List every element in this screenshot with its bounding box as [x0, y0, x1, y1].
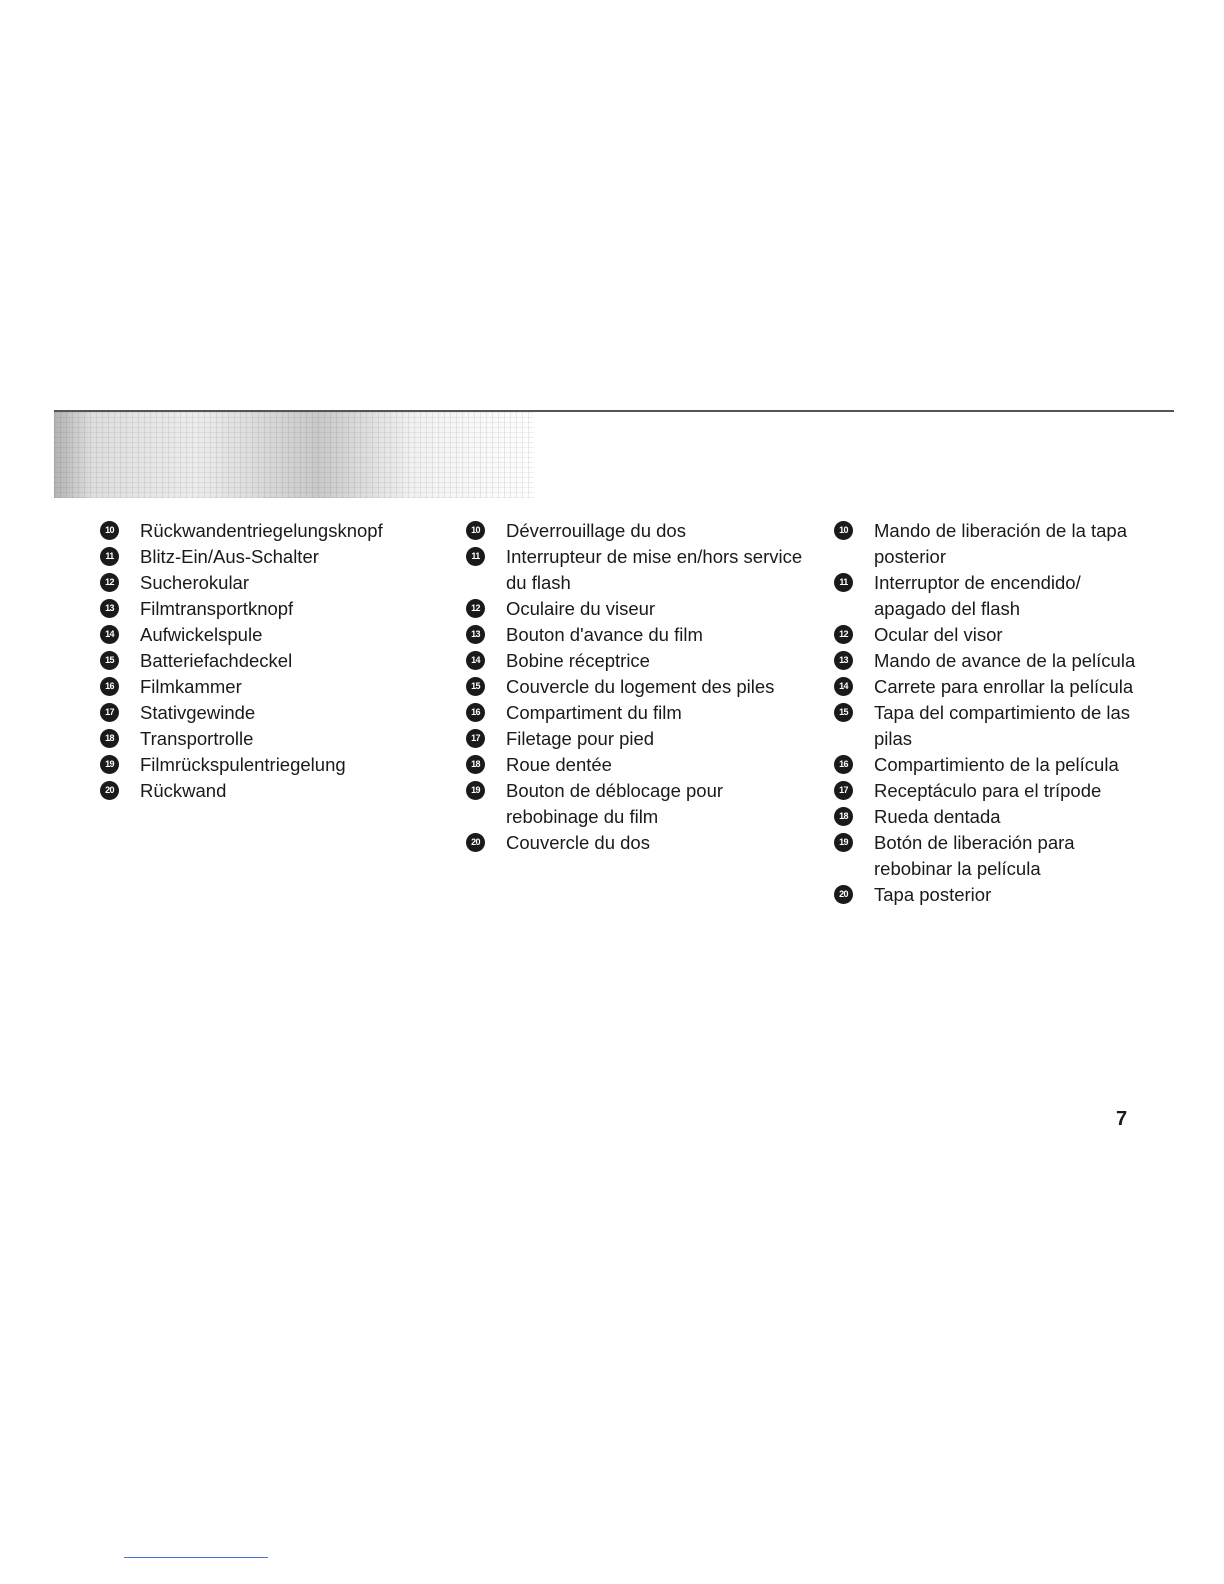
- item-label: Blitz-Ein/Aus-Schalter: [140, 546, 319, 567]
- spanish-column: [834, 518, 1154, 908]
- item-label: Carrete para enrollar la película: [874, 676, 1134, 697]
- number-marker-icon: 10: [834, 521, 853, 540]
- number-marker-icon: 20: [100, 781, 119, 800]
- bottom-rule: [124, 1557, 268, 1558]
- item-label: Rueda dentada: [874, 806, 1001, 827]
- item-label: Aufwickelspule: [140, 624, 263, 645]
- item-label: Couvercle du dos: [506, 832, 650, 853]
- list-item: [466, 596, 806, 622]
- item-label: Transportrolle: [140, 728, 254, 749]
- list-item: [100, 648, 430, 674]
- list-item: [466, 648, 806, 674]
- number-marker-icon: 20: [466, 833, 485, 852]
- list-item: [834, 648, 1154, 674]
- number-marker-icon: 15: [466, 677, 485, 696]
- page-number: 7: [1116, 1108, 1128, 1130]
- item-label: Déverrouillage du dos: [506, 520, 686, 541]
- item-label: Oculaire du viseur: [506, 598, 656, 619]
- list-item: [466, 674, 806, 700]
- list-item: [100, 778, 430, 804]
- number-marker-icon: 19: [834, 833, 853, 852]
- list-item: [834, 830, 1154, 882]
- item-label: Sucherokular: [140, 572, 250, 593]
- list-item: [466, 830, 806, 856]
- list-item: [466, 518, 806, 544]
- list-item: [834, 518, 1154, 570]
- number-marker-icon: 15: [834, 703, 853, 722]
- list-item: [834, 622, 1154, 648]
- number-marker-icon: 19: [100, 755, 119, 774]
- number-marker-icon: 12: [834, 625, 853, 644]
- list-item: [100, 570, 430, 596]
- list-item: [466, 778, 806, 830]
- number-marker-icon: 14: [466, 651, 485, 670]
- item-label: Compartimiento de la película: [874, 754, 1119, 775]
- german-column: [100, 518, 430, 804]
- number-marker-icon: 15: [100, 651, 119, 670]
- item-label: Filmrückspulentriegelung: [140, 754, 346, 775]
- item-label: Roue dentée: [506, 754, 612, 775]
- list-item: [834, 778, 1154, 804]
- item-label: Tapa posterior: [874, 884, 992, 905]
- number-marker-icon: 19: [466, 781, 485, 800]
- number-marker-icon: 11: [100, 547, 119, 566]
- item-label: Receptáculo para el trípode: [874, 780, 1102, 801]
- number-marker-icon: 13: [834, 651, 853, 670]
- item-label: Botón de liberación para rebobinar la película: [874, 832, 1075, 879]
- item-label: Tapa del compartimiento de las pilas: [874, 702, 1131, 749]
- number-marker-icon: 10: [100, 521, 119, 540]
- list-item: [100, 674, 430, 700]
- list-item: [100, 544, 430, 570]
- list-item: [834, 700, 1154, 752]
- number-marker-icon: 18: [100, 729, 119, 748]
- number-marker-icon: 13: [466, 625, 485, 644]
- number-marker-icon: 14: [834, 677, 853, 696]
- item-label: Mando de avance de la película: [874, 650, 1136, 671]
- number-marker-icon: 16: [466, 703, 485, 722]
- number-marker-icon: 11: [466, 547, 485, 566]
- number-marker-icon: 18: [834, 807, 853, 826]
- item-label: Filetage pour pied: [506, 728, 655, 749]
- item-label: Bouton de déblocage pour rebobinage du film: [506, 780, 724, 827]
- number-marker-icon: 17: [466, 729, 485, 748]
- number-marker-icon: 12: [100, 573, 119, 592]
- item-label: Compartiment du film: [506, 702, 682, 723]
- list-item: [834, 804, 1154, 830]
- number-marker-icon: 17: [834, 781, 853, 800]
- number-marker-icon: 18: [466, 755, 485, 774]
- list-item: [834, 674, 1154, 700]
- list-item: [834, 882, 1154, 908]
- list-item: [466, 622, 806, 648]
- item-label: Couvercle du logement des piles: [506, 676, 775, 697]
- french-column: [466, 518, 806, 856]
- item-label: Filmtransportknopf: [140, 598, 294, 619]
- list-item: [466, 726, 806, 752]
- list-item: [834, 570, 1154, 622]
- item-label: Rückwandentriegelungsknopf: [140, 520, 383, 541]
- number-marker-icon: 16: [834, 755, 853, 774]
- item-label: Filmkammer: [140, 676, 242, 697]
- item-label: Interrupteur de mise en/hors service du flash: [506, 546, 803, 593]
- number-marker-icon: 20: [834, 885, 853, 904]
- list-item: [100, 726, 430, 752]
- item-label: Batteriefachdeckel: [140, 650, 293, 671]
- list-item: [100, 700, 430, 726]
- number-marker-icon: 13: [100, 599, 119, 618]
- list-item: [466, 700, 806, 726]
- item-label: Rückwand: [140, 780, 227, 801]
- item-label: Bobine réceptrice: [506, 650, 650, 671]
- item-label: Interruptor de encendido/ apagado del flash: [874, 572, 1081, 619]
- list-item: [100, 596, 430, 622]
- item-label: Ocular del visor: [874, 624, 1003, 645]
- number-marker-icon: 17: [100, 703, 119, 722]
- list-item: [100, 518, 430, 544]
- number-marker-icon: 16: [100, 677, 119, 696]
- header-halftone-band: [54, 412, 534, 498]
- list-item: [100, 622, 430, 648]
- number-marker-icon: 14: [100, 625, 119, 644]
- list-item: [834, 752, 1154, 778]
- item-label: Stativgewinde: [140, 702, 256, 723]
- list-item: [100, 752, 430, 778]
- item-label: Bouton d'avance du film: [506, 624, 703, 645]
- number-marker-icon: 10: [466, 521, 485, 540]
- number-marker-icon: 11: [834, 573, 853, 592]
- item-label: Mando de liberación de la tapa posterior: [874, 520, 1128, 567]
- number-marker-icon: 12: [466, 599, 485, 618]
- list-item: [466, 752, 806, 778]
- list-item: [466, 544, 806, 596]
